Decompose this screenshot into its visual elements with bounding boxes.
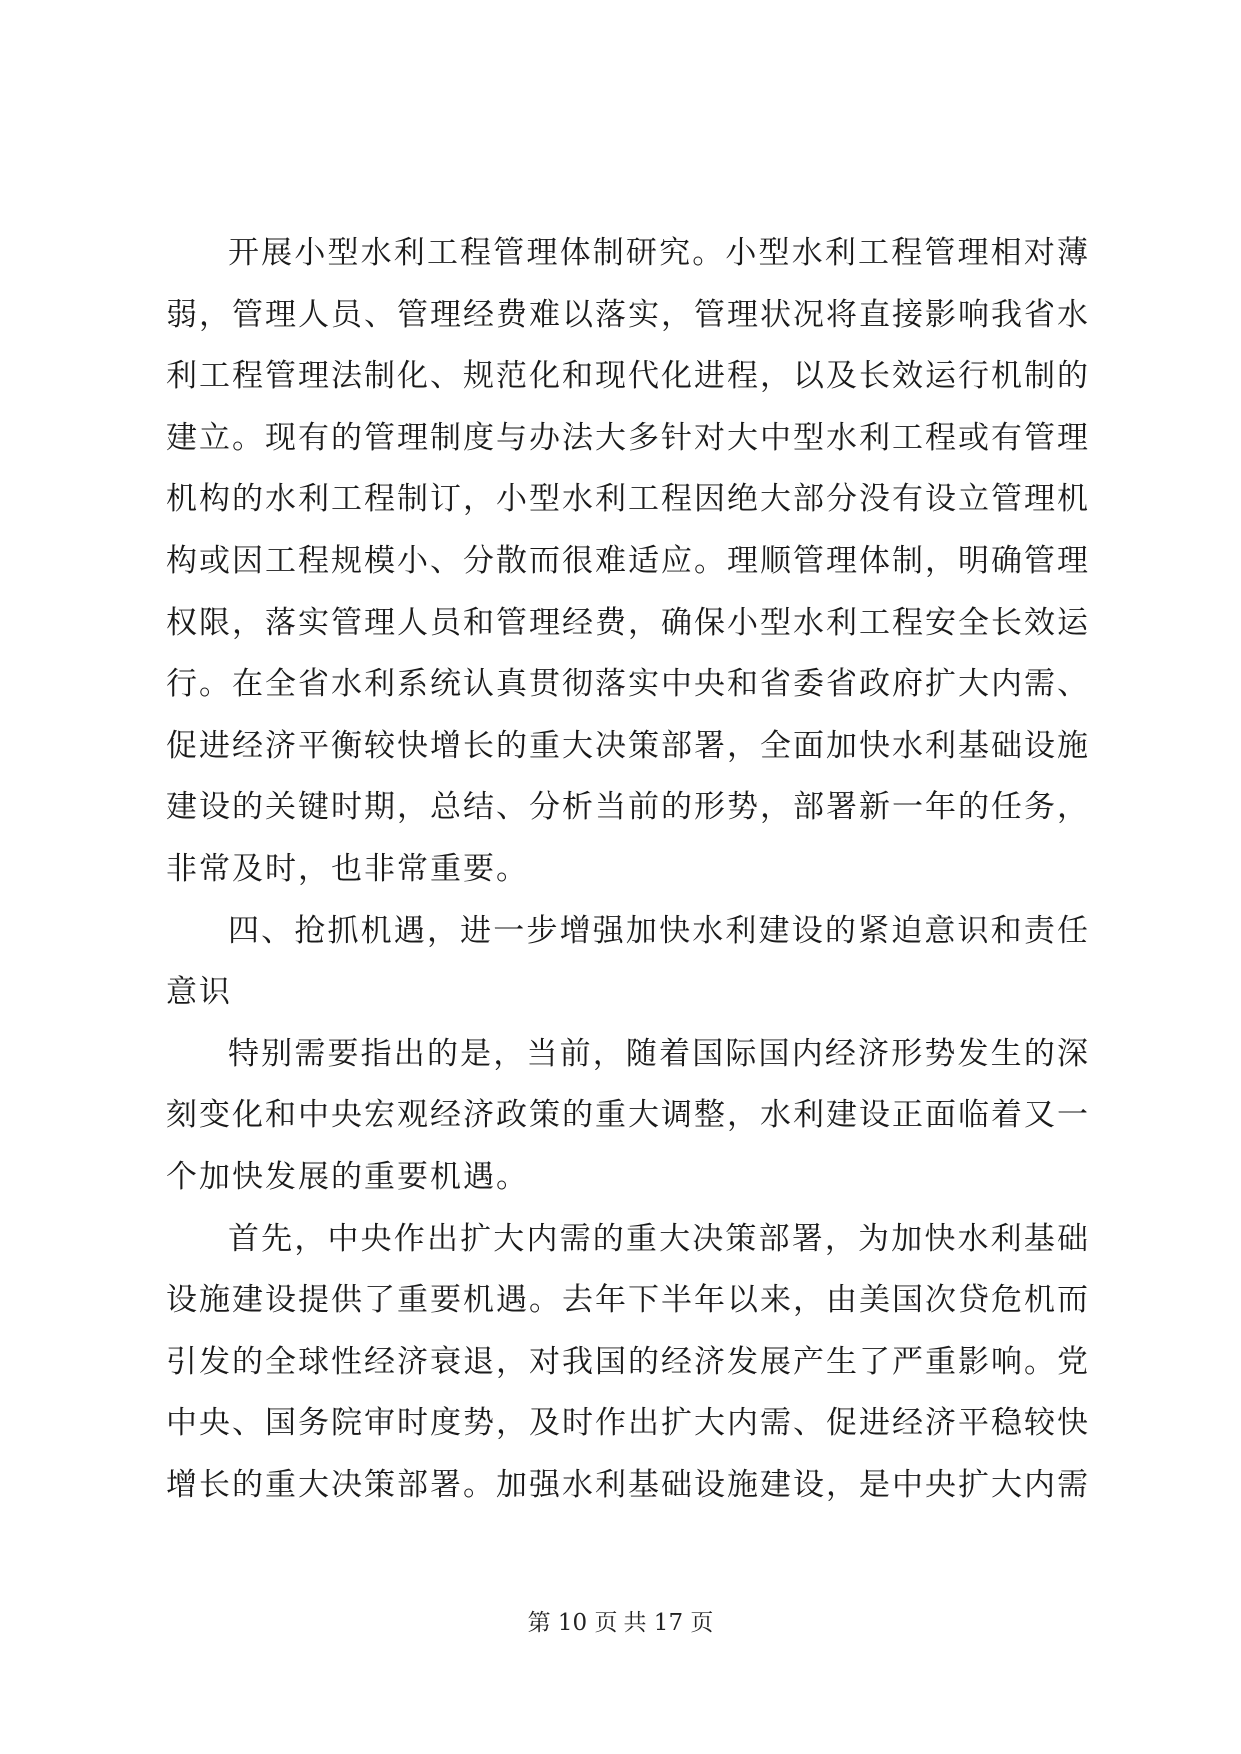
paragraph-management-research: 开展小型水利工程管理体制研究。小型水利工程管理相对薄弱，管理人员、管理经费难以落实，管理状况将直接影响我省水利工程管理法制化、规范化和现代化进程，以及长效运行机制的建立。现有的管理制度与办法大多针对大中型水利工程或有管理机构的水利工程制订，小型水利工程因绝大部分没有设立管理机构或因工程规模小、分散而很难适应。理顺管理体制，明确管理权限，落实管理人员和管理经费，确保小型水利工程安全长效运行。在全省水利系统认真贯彻落实中央和省委省政府扩大内需、促进经济平衡较快增长的重大决策部署，全面加快水利基础设施建设的关键时期，总结、分析当前的形势，部署新一年的任务，非常及时，也非常重要。: [166, 235, 1090, 887]
document-body: [166, 223, 1090, 1516]
section-heading-seize-opportunity: 四、抢抓机遇，进一步增强加快水利建设的紧迫意识和责任意识: [166, 912, 1090, 1011]
page-footer: [0, 1608, 1241, 1638]
page-total: 共 17 页: [623, 1610, 714, 1636]
page-number: 第 10 页: [527, 1610, 618, 1636]
paragraph-domestic-demand: 首先，中央作出扩大内需的重大决策部署，为加快水利基础设施建设提供了重要机遇。去年下半年以来，由美国次贷危机而引发的全球性经济衰退，对我国的经济发展产生了严重影响。党中央、国务院审时度势，及时作出扩大内需、促进经济平稳较快增长的重大决策部署。加强水利基础设施建设，是中央扩大内需: [166, 1220, 1090, 1503]
paragraph-economic-situation: 特别需要指出的是，当前，随着国际国内经济形势发生的深刻变化和中央宏观经济政策的重大调整，水利建设正面临着又一个加快发展的重要机遇。: [166, 1035, 1090, 1195]
